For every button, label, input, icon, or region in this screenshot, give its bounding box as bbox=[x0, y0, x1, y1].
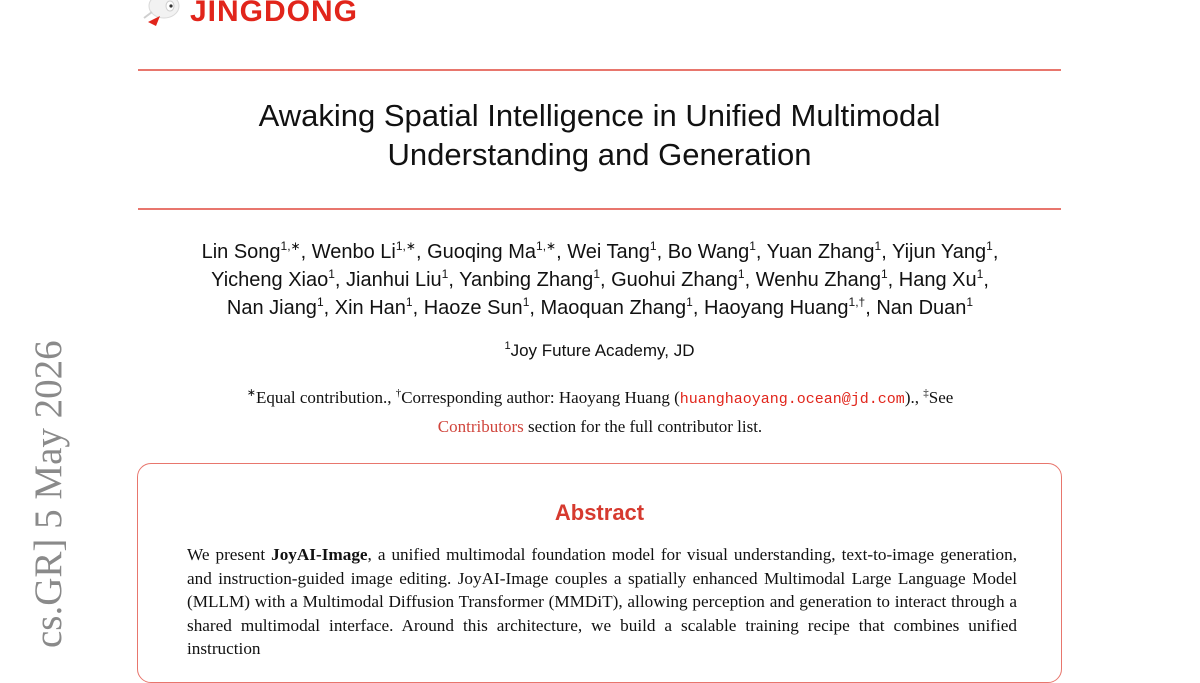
affiliation bbox=[138, 341, 1061, 361]
author-notes bbox=[150, 384, 1050, 440]
corresponding-note: Corresponding author: Haoyang Huang ( bbox=[401, 388, 680, 407]
corresponding-tail: )., bbox=[904, 388, 919, 407]
author-14 bbox=[335, 297, 413, 319]
author-name: Wei Tang bbox=[567, 241, 650, 263]
author-name: Nan Duan bbox=[876, 297, 967, 319]
author-name: Guohui Zhang bbox=[611, 269, 738, 291]
top-divider bbox=[138, 69, 1061, 71]
contributors-tail: section for the full contributor list. bbox=[528, 417, 763, 436]
author-name: Haoyang Huang bbox=[703, 297, 849, 319]
author-affiliation-marker: 1 bbox=[593, 267, 600, 281]
author-affiliation-marker: 1,† bbox=[848, 295, 866, 309]
author-16 bbox=[541, 297, 693, 319]
author-18 bbox=[876, 297, 973, 319]
author-affiliation-marker: 1 bbox=[976, 267, 984, 281]
author-name: Wenhu Zhang bbox=[755, 269, 881, 291]
affiliation-marker: 1 bbox=[504, 340, 511, 352]
author-name: Maoquan Zhang bbox=[540, 297, 687, 319]
author-affiliation-marker: 1,∗ bbox=[280, 239, 301, 253]
author-name: Yanbing Zhang bbox=[459, 269, 594, 291]
abstract-text bbox=[187, 543, 1017, 661]
author-13 bbox=[227, 297, 324, 319]
corresponding-marker: † bbox=[395, 387, 402, 399]
author-affiliation-marker: 1 bbox=[874, 239, 882, 253]
author-1 bbox=[312, 241, 416, 263]
author-affiliation-marker: 1 bbox=[522, 295, 530, 309]
author-name: Yijun Yang bbox=[892, 241, 987, 263]
author-0 bbox=[202, 241, 301, 263]
abstract-heading: Abstract bbox=[554, 500, 645, 525]
author-affiliation-marker: 1 bbox=[316, 295, 324, 309]
affiliation-name: Joy Future Academy, JD bbox=[510, 341, 695, 360]
author-11 bbox=[756, 269, 888, 291]
author-affiliation-marker: 1,∗ bbox=[395, 239, 416, 253]
author-affiliation-marker: 1 bbox=[880, 267, 888, 281]
title-divider bbox=[138, 208, 1061, 210]
author-affiliation-marker: 1 bbox=[441, 267, 449, 281]
see-text: See bbox=[928, 388, 954, 407]
author-name: Yicheng Xiao bbox=[211, 269, 329, 291]
author-17 bbox=[704, 297, 865, 319]
author-affiliation-marker: 1 bbox=[737, 267, 745, 281]
paper-title bbox=[138, 96, 1061, 174]
author-5 bbox=[767, 241, 882, 263]
author-name: Guoqing Ma bbox=[427, 241, 537, 263]
author-15 bbox=[424, 297, 530, 319]
author-affiliation-marker: 1 bbox=[986, 239, 993, 253]
jd-dog-mascot-icon bbox=[138, 0, 188, 32]
author-name: Jianhui Liu bbox=[346, 269, 442, 291]
title-line-1: Awaking Spatial Intelligence in Unified Multimodal bbox=[258, 98, 941, 133]
author-7 bbox=[211, 269, 335, 291]
author-affiliation-marker: 1 bbox=[686, 295, 693, 309]
author-2 bbox=[427, 241, 556, 263]
author-affiliation-marker: 1 bbox=[966, 295, 974, 309]
jingdong-logo bbox=[138, 0, 358, 36]
abstract-body: , a unified multimodal foundation model for visual understanding, text-to-image generation, and instruction-guided image editing. JoyAI-Image couples a spatially enhanced Multimodal Large Language Model (MLLM) with a Multimodal Diffusion Transformer (MMDiT), allowing perception and generation to interact through a shared multimodal interface. Around this architecture, we build a scalable training recipe that combines unified instruction bbox=[187, 545, 1017, 658]
author-affiliation-marker: 1 bbox=[405, 295, 413, 309]
title-line-2: Understanding and Generation bbox=[387, 137, 812, 172]
logo-wordmark: JINGDONG bbox=[190, 0, 359, 28]
author-10 bbox=[611, 269, 744, 291]
contributors-link[interactable]: Contributors bbox=[437, 417, 524, 436]
author-name: Hang Xu bbox=[898, 269, 977, 291]
author-name: Haoze Sun bbox=[423, 297, 523, 319]
abstract-lead: We present bbox=[187, 545, 266, 564]
author-name: Xin Han bbox=[334, 297, 406, 319]
author-9 bbox=[459, 269, 600, 291]
author-name: Yuan Zhang bbox=[766, 241, 875, 263]
author-affiliation-marker: 1 bbox=[328, 267, 335, 281]
author-name: Bo Wang bbox=[667, 241, 750, 263]
author-3 bbox=[567, 241, 656, 263]
author-affiliation-marker: 1,∗ bbox=[536, 239, 557, 253]
equal-contribution-note: Equal contribution., bbox=[255, 388, 392, 407]
equal-marker: ∗ bbox=[246, 387, 256, 399]
author-list: Lin Song$^{1,∗}$, Wenbo $Li^{1,∗}$, Guoqing $Ma^{1,∗}$, Wei Tang$^1$, Bo Wang$^1$, Yuan Zhang$^1$, Yijun Yang$^1$, Yicheng Xiao$^1$, Jianhui Liu$^1$, Yanbing Zhang$^1$, Guohui Zhang$^1$, Wenhu Zhang$^1$, Hang Xu$^1$, Nan Jiang$^1$, Xin Han$^1$, Haoze Sun$^1$, Maoquan Zhang$^1$, Haoyang Huang$^{1,\dagger}$, Nan Duan$^1$ bbox=[201, 239, 999, 319]
author-6 bbox=[892, 241, 993, 263]
author-name: Nan Jiang bbox=[226, 297, 317, 319]
author-name: Wenbo Li bbox=[311, 241, 396, 263]
author-affiliation-marker: 1 bbox=[649, 239, 657, 253]
model-name: JoyAI-Image bbox=[271, 545, 368, 564]
author-12 bbox=[899, 269, 984, 291]
author-4 bbox=[668, 241, 756, 263]
abstract-box bbox=[137, 463, 1062, 683]
contributors-marker: ‡ bbox=[923, 387, 929, 399]
author-name: Lin Song bbox=[201, 241, 281, 263]
author-affiliation-marker: 1 bbox=[749, 239, 756, 253]
arxiv-sidebar-stamp: cs.GR] 5 May 2026 bbox=[27, 340, 70, 648]
email-link[interactable]: huanghaoyang.ocean@jd.com bbox=[679, 391, 905, 408]
author-8 bbox=[346, 269, 448, 291]
